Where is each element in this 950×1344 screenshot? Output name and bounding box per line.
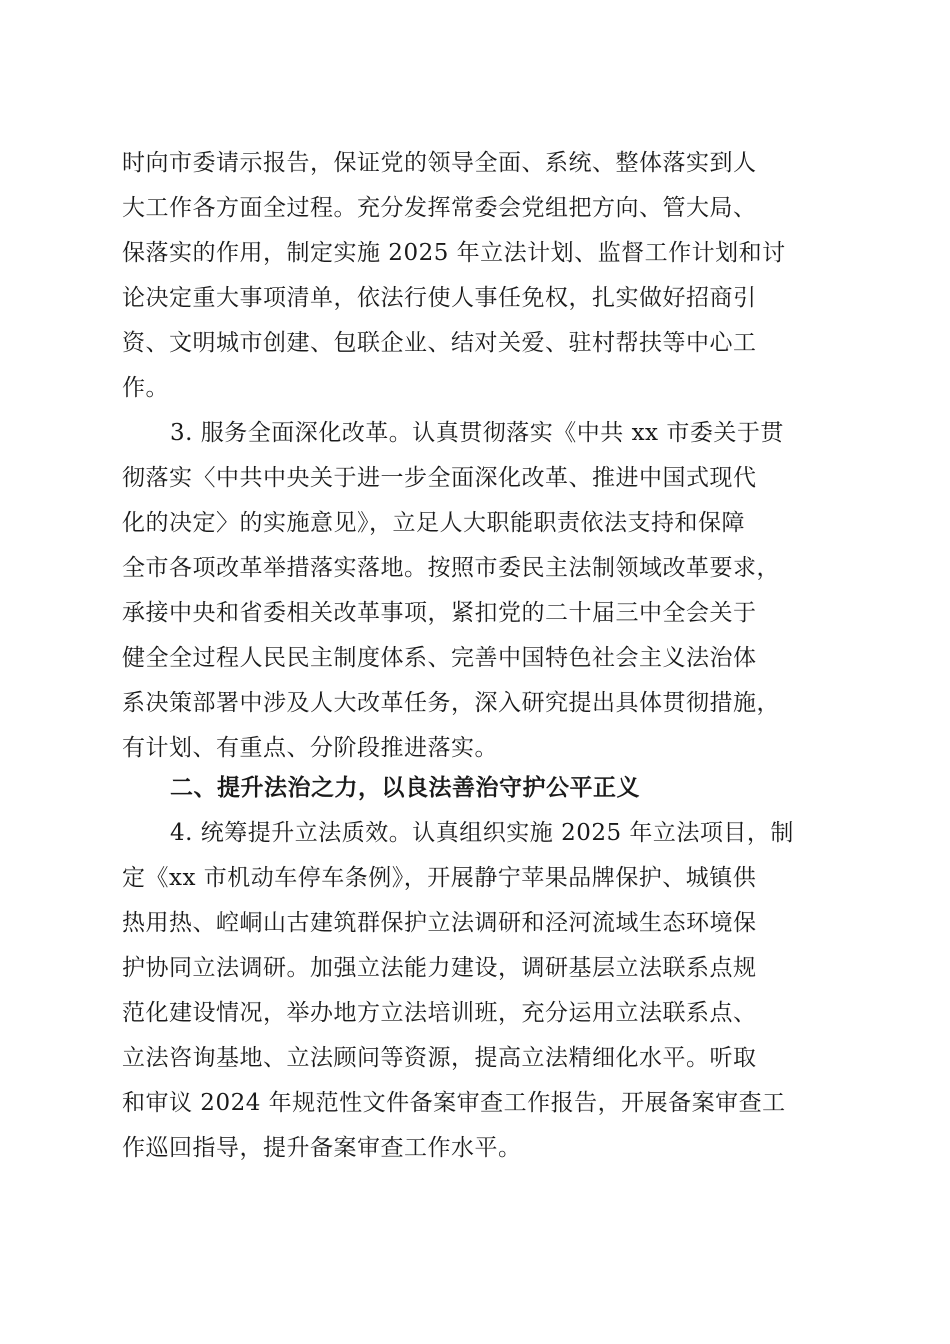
paragraph-line: 作。 xyxy=(122,375,169,401)
item-3-line: 彻落实〈中共中央关于进一步全面深化改革、推进中国式现代 xyxy=(122,465,757,491)
item-3-line: 承接中央和省委相关改革事项，紧扣党的二十届三中全会关于 xyxy=(122,600,757,626)
item-4-line: 作巡回指导，提升备案审查工作水平。 xyxy=(122,1135,522,1161)
item-3-line: 有计划、有重点、分阶段推进落实。 xyxy=(122,735,498,761)
paragraph-line: 大工作各方面全过程。充分发挥常委会党组把方向、管大局、 xyxy=(122,195,757,221)
paragraph-line: 论决定重大事项清单，依法行使人事任免权，扎实做好招商引 xyxy=(122,285,757,311)
paragraph-line: 保落实的作用，制定实施 2025 年立法计划、监督工作计划和讨 xyxy=(122,240,786,266)
item-3-line: 系决策部署中涉及人大改革任务，深入研究提出具体贯彻措施， xyxy=(122,690,780,716)
item-3-line: 健全全过程人民民主制度体系、完善中国特色社会主义法治体 xyxy=(122,645,757,671)
section-heading: 二、提升法治之力，以良法善治守护公平正义 xyxy=(170,775,640,801)
item-3-line: 3. 服务全面深化改革。认真贯彻落实《中共 xx 市委关于贯 xyxy=(170,420,784,446)
item-4-line: 和审议 2024 年规范性文件备案审查工作报告，开展备案审查工 xyxy=(122,1090,786,1116)
item-4-line: 定《xx 市机动车停车条例》，开展静宁苹果品牌保护、城镇供 xyxy=(122,865,757,891)
item-3-line: 全市各项改革举措落实落地。按照市委民主法制领域改革要求， xyxy=(122,555,780,581)
paragraph-line: 时向市委请示报告，保证党的领导全面、系统、整体落实到人 xyxy=(122,150,757,176)
paragraph-line: 资、文明城市创建、包联企业、结对关爱、驻村帮扶等中心工 xyxy=(122,330,757,356)
item-4-line: 范化建设情况，举办地方立法培训班，充分运用立法联系点、 xyxy=(122,1000,757,1026)
item-4-line: 护协同立法调研。加强立法能力建设，调研基层立法联系点规 xyxy=(122,955,757,981)
item-4-line: 4. 统筹提升立法质效。认真组织实施 2025 年立法项目，制 xyxy=(170,820,794,846)
item-4-line: 热用热、崆峒山古建筑群保护立法调研和泾河流域生态环境保 xyxy=(122,910,757,936)
item-4-line: 立法咨询基地、立法顾问等资源，提高立法精细化水平。听取 xyxy=(122,1045,757,1071)
item-3-line: 化的决定〉的实施意见》，立足人大职能职责依法支持和保障 xyxy=(122,510,745,536)
